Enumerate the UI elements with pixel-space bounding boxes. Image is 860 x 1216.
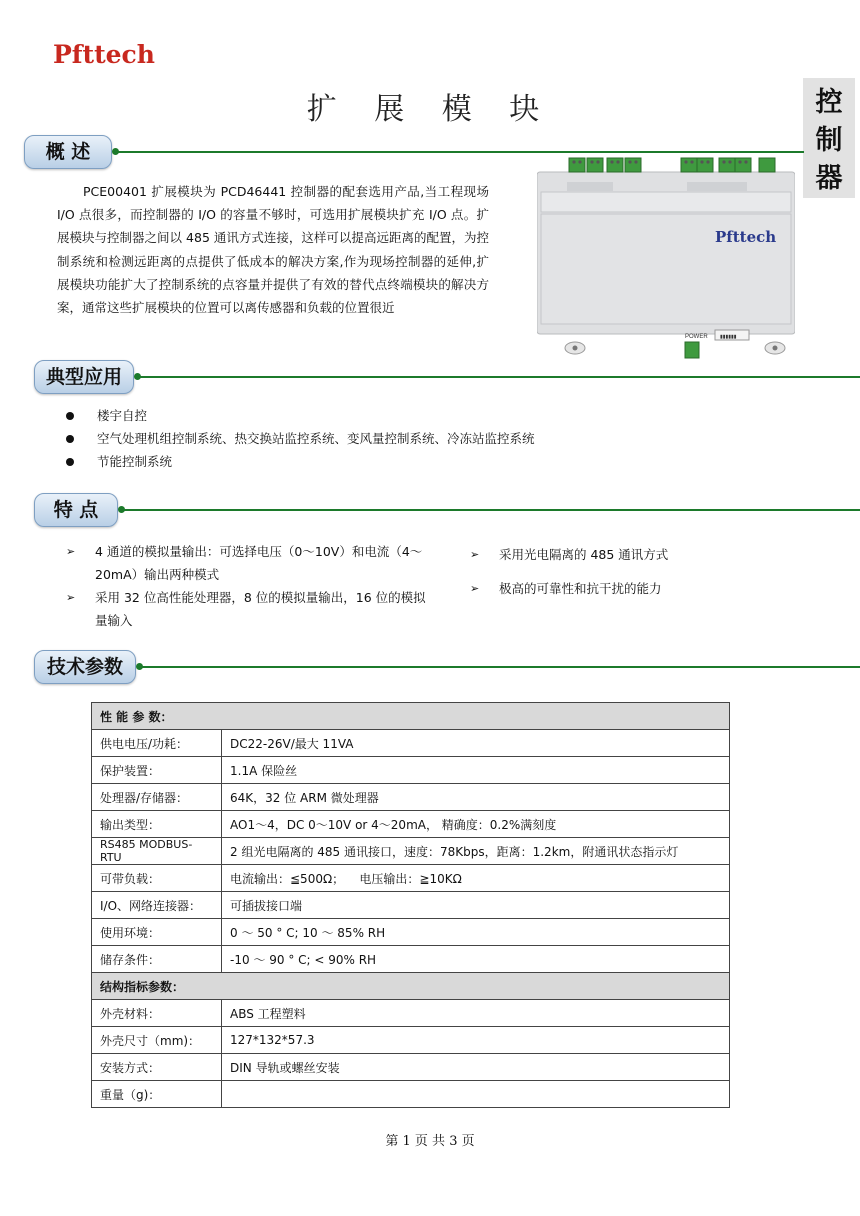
table-row: 处理器/存储器： 64K，32 位 ARM 微处理器: [92, 784, 730, 811]
features-left-list: [66, 540, 436, 632]
list-item: ➢ 采用 32 位高性能处理器，8 位的模拟量输出，16 位的模拟量输入: [66, 586, 436, 632]
arrow-bullet-icon: ➢: [470, 582, 480, 595]
bullet-icon: [66, 412, 74, 420]
section-features-heading: [34, 493, 860, 527]
list-item: ➢ 采用光电隔离的 485 通讯方式: [470, 543, 800, 566]
svg-text:▮▮▮▮▮▮: ▮▮▮▮▮▮: [720, 334, 737, 340]
category-tag-char: 器: [815, 163, 843, 194]
section-label: 特 点: [34, 493, 118, 527]
list-item: 空气处理机组控制系统、热交换站监控系统、变风量控制系统、冷冻站监控系统: [66, 427, 535, 450]
list-item: ➢ 极高的可靠性和抗干扰的能力: [470, 577, 800, 600]
applications-list: [66, 404, 535, 473]
table-row: 可带负载： 电流输出：≦500Ω； 电压输出：≧10KΩ: [92, 865, 730, 892]
category-tag-char: 控: [815, 87, 843, 118]
category-tag: [803, 78, 855, 198]
page-footer: 第 1 页 共 3 页: [385, 1134, 475, 1149]
table-row: 输出类型： AO1～4，DC 0～10V or 4～20mA， 精确度：0.2%满刻度: [92, 811, 730, 838]
section-label: 技术参数: [34, 650, 136, 684]
arrow-bullet-icon: ➢: [66, 545, 76, 558]
page-title: 扩 展 模 块: [306, 92, 554, 127]
section-applications-heading: [34, 360, 860, 394]
brand-logo: Pfttech: [53, 40, 155, 69]
table-header-row: [92, 703, 730, 730]
features-right-list: [470, 543, 800, 600]
table-row: I/O、网络连接器： 可插拔接口端: [92, 892, 730, 919]
spec-table: [91, 702, 730, 1108]
table-row: 重量（g)：: [92, 1081, 730, 1108]
list-item: 节能控制系统: [66, 450, 535, 473]
device-brand-label: Pfttech: [715, 228, 777, 246]
table-row: 外壳材料： ABS 工程塑料: [92, 1000, 730, 1027]
arrow-bullet-icon: ➢: [470, 548, 480, 561]
section-label: 概 述: [24, 135, 112, 169]
section-divider: [122, 509, 860, 511]
table-row: 使用环境： 0 ～ 50 ° C; 10 ～ 85% RH: [92, 919, 730, 946]
bullet-icon: [66, 458, 74, 466]
table-row: 安装方式： DIN 导轨或螺丝安装: [92, 1054, 730, 1081]
table-row: 供电电压/功耗： DC22-26V/最大 11VA: [92, 730, 730, 757]
category-tag-char: 制: [815, 125, 843, 156]
section-divider: [138, 376, 860, 378]
section-specs-heading: [34, 650, 860, 684]
list-item: ➢ 4 通道的模拟量输出：可选择电压（0～10V）和电流（4～20mA）输出两种模式: [66, 540, 436, 586]
list-item: 楼宇自控: [66, 404, 535, 427]
table-row: 保护装置： 1.1A 保险丝: [92, 757, 730, 784]
table-header: 性 能 参 数：: [92, 703, 730, 730]
table-row: 储存条件： -10 ～ 90 ° C; < 90% RH: [92, 946, 730, 973]
table-header: 结构指标参数：: [92, 973, 730, 1000]
table-row: RS485 MODBUS-RTU 2 组光电隔离的 485 通讯接口，速度：78Kbps，距离：1.2km，附通讯状态指示灯: [92, 838, 730, 865]
device-power-label: POWER: [685, 334, 708, 340]
overview-paragraph: [57, 180, 489, 319]
table-row: 外壳尺寸（mm)： 127*132*57.3: [92, 1027, 730, 1054]
bullet-icon: [66, 435, 74, 443]
section-divider: [140, 666, 860, 668]
arrow-bullet-icon: ➢: [66, 591, 76, 604]
overview-text: PCE00401 扩展模块为 PCD46441 控制器的配套选用产品,当工程现场 I/O 点很多，而控制器的 I/O 的容量不够时，可选用扩展模块扩充 I/O 点。扩展模块与控制器之间以 485 通讯方式连接，这样可以提高远距离的配置，为控制系统和检测远距离的点提供了低成本的解决方案,作为现场控制器的延伸,扩展模块功能扩大了控制系统的点容量并提供了有效的替代点终端模块的解决方案，通常这些扩展模块的位置可以离传感器和负载的位置很近: [57, 184, 489, 316]
device-image: [537, 152, 795, 362]
table-header-row: [92, 973, 730, 1000]
section-label: 典型应用: [34, 360, 134, 394]
